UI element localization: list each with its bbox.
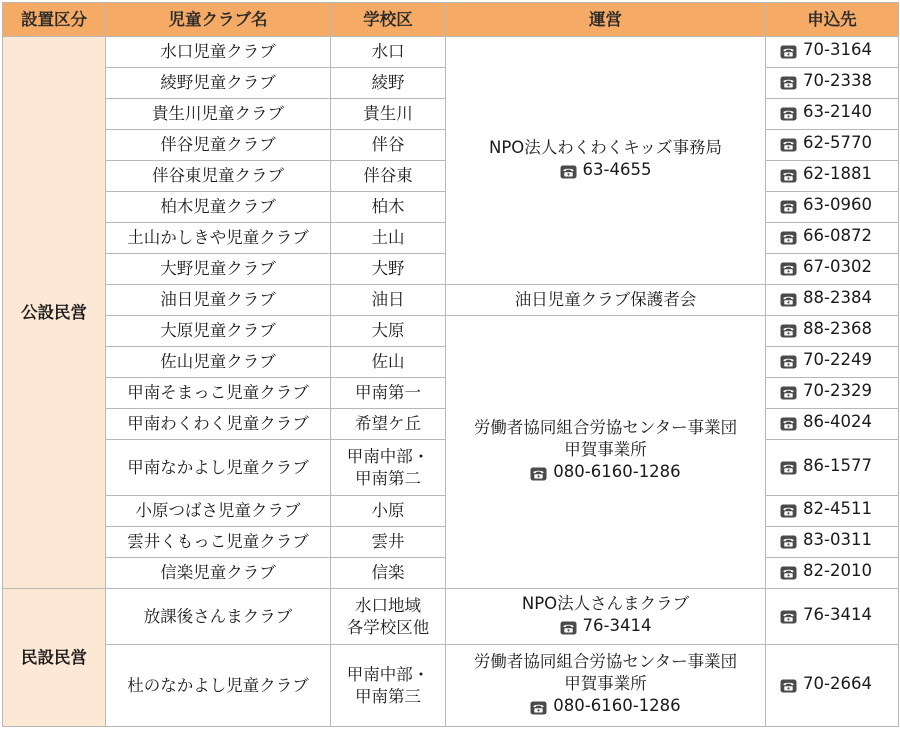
club-name: 甲南そまっこ児童クラブ	[106, 378, 331, 409]
contact-tel: 86-4024	[803, 412, 872, 431]
header-operator: 運営	[446, 3, 766, 37]
school-district	[331, 589, 446, 645]
school-line: 甲南中部・	[346, 664, 430, 684]
operator-name: 労働者協同組合労協センター事業団	[473, 418, 738, 437]
operator-tel: 76-3414	[582, 615, 652, 635]
phone-icon	[780, 415, 797, 429]
club-name: 綾野児童クラブ	[106, 68, 331, 99]
school-line: 甲南中部・	[346, 446, 430, 466]
school-district: 佐山	[331, 347, 446, 378]
contact-cell	[766, 254, 899, 285]
operator-office: 甲賀事業所	[564, 673, 647, 693]
club-name: 水口児童クラブ	[106, 37, 331, 68]
contact-cell	[766, 130, 899, 161]
phone-icon	[780, 564, 797, 578]
table-row	[3, 37, 899, 68]
operator-roudou-kyoudou	[446, 645, 766, 727]
school-district: 大野	[331, 254, 446, 285]
operator-tel: 63-4655	[582, 159, 652, 179]
operator-aburahi: 油日児童クラブ保護者会	[446, 285, 766, 316]
operator-tel: 080-6160-1286	[553, 695, 681, 715]
school-district: 雲井	[331, 527, 446, 558]
contact-cell	[766, 496, 899, 527]
contact-tel: 63-0960	[803, 195, 872, 214]
contact-cell	[766, 347, 899, 378]
school-district: 水口	[331, 37, 446, 68]
club-name: 佐山児童クラブ	[106, 347, 331, 378]
contact-tel: 63-2140	[803, 102, 872, 121]
school-district: 柏木	[331, 192, 446, 223]
contact-cell	[766, 316, 899, 347]
club-name: 伴谷東児童クラブ	[106, 161, 331, 192]
contact-tel: 67-0302	[803, 257, 872, 276]
contact-tel: 70-2664	[803, 673, 872, 693]
contact-tel: 66-0872	[803, 226, 872, 245]
school-district: 綾野	[331, 68, 446, 99]
contact-tel: 62-5770	[803, 133, 872, 152]
category-private: 民設民営	[3, 589, 106, 727]
contact-cell	[766, 68, 899, 99]
contact-tel: 70-3164	[803, 40, 872, 59]
operator-name: NPO法人さんまクラブ	[521, 593, 690, 613]
school-district	[331, 440, 446, 496]
school-district: 貴生川	[331, 99, 446, 130]
club-name: 土山かしきや児童クラブ	[106, 223, 331, 254]
phone-icon	[780, 167, 797, 181]
school-district	[331, 645, 446, 727]
table-row	[3, 285, 899, 316]
phone-icon	[780, 502, 797, 516]
contact-tel: 88-2384	[803, 288, 872, 307]
phone-icon	[780, 43, 797, 57]
contact-cell	[766, 409, 899, 440]
phone-icon	[530, 699, 547, 713]
operator-npo-sanma	[446, 589, 766, 645]
phone-icon	[780, 353, 797, 367]
club-name: 杜のなかよし児童クラブ	[106, 645, 331, 727]
contact-tel: 76-3414	[803, 604, 872, 624]
school-district: 伴谷東	[331, 161, 446, 192]
club-name: 大野児童クラブ	[106, 254, 331, 285]
contact-tel: 70-2329	[803, 381, 872, 400]
club-name: 甲南わくわく児童クラブ	[106, 409, 331, 440]
club-name: 柏木児童クラブ	[106, 192, 331, 223]
club-name: 貴生川児童クラブ	[106, 99, 331, 130]
school-district: 信楽	[331, 558, 446, 589]
operator-name: 労働者協同組合労協センター事業団	[473, 651, 738, 671]
school-line: 各学校区他	[346, 617, 430, 637]
school-district: 伴谷	[331, 130, 446, 161]
school-line: 甲南第三	[355, 686, 421, 706]
phone-icon	[780, 384, 797, 398]
childcare-club-table	[2, 2, 899, 727]
school-district: 土山	[331, 223, 446, 254]
contact-cell	[766, 285, 899, 316]
phone-icon	[780, 291, 797, 305]
club-name: 甲南なかよし児童クラブ	[106, 440, 331, 496]
operator-name: NPO法人わくわくキッズ事務局	[489, 137, 722, 157]
phone-icon	[780, 608, 797, 622]
club-name: 油日児童クラブ	[106, 285, 331, 316]
operator-roudou-kyoudou	[446, 316, 766, 589]
operator-npo-wakuwaku	[446, 37, 766, 285]
club-name: 放課後さんまクラブ	[106, 589, 331, 645]
club-name: 雲井くもっこ児童クラブ	[106, 527, 331, 558]
school-line: 甲南第二	[355, 468, 421, 488]
contact-cell	[766, 645, 899, 727]
club-name: 信楽児童クラブ	[106, 558, 331, 589]
header-contact: 申込先	[766, 3, 899, 37]
contact-cell	[766, 378, 899, 409]
contact-tel: 82-2010	[803, 561, 872, 580]
contact-tel: 70-2338	[803, 71, 872, 90]
club-name: 大原児童クラブ	[106, 316, 331, 347]
contact-cell	[766, 223, 899, 254]
contact-tel: 86-1577	[803, 455, 872, 475]
phone-icon	[780, 533, 797, 547]
contact-cell	[766, 192, 899, 223]
phone-icon	[560, 619, 577, 633]
school-line: 水口地域	[355, 595, 421, 615]
operator-tel: 080-6160-1286	[553, 462, 681, 481]
contact-cell	[766, 527, 899, 558]
contact-tel: 88-2368	[803, 319, 872, 338]
phone-icon	[780, 105, 797, 119]
phone-icon	[780, 198, 797, 212]
school-district: 小原	[331, 496, 446, 527]
phone-icon	[780, 459, 797, 473]
phone-icon	[780, 136, 797, 150]
category-public: 公設民営	[3, 37, 106, 589]
phone-icon	[780, 322, 797, 336]
school-district: 甲南第一	[331, 378, 446, 409]
phone-icon	[780, 677, 797, 691]
contact-cell	[766, 589, 899, 645]
school-district: 希望ケ丘	[331, 409, 446, 440]
club-name: 伴谷児童クラブ	[106, 130, 331, 161]
header-category: 設置区分	[3, 3, 106, 37]
contact-cell	[766, 161, 899, 192]
contact-cell	[766, 440, 899, 496]
club-name: 小原つばさ児童クラブ	[106, 496, 331, 527]
header-school-district: 学校区	[331, 3, 446, 37]
school-district: 油日	[331, 285, 446, 316]
phone-icon	[530, 465, 547, 479]
phone-icon	[780, 74, 797, 88]
contact-tel: 62-1881	[803, 164, 872, 183]
table-row	[3, 316, 899, 347]
phone-icon	[560, 163, 577, 177]
table-row	[3, 645, 899, 727]
contact-tel: 83-0311	[803, 530, 872, 549]
table-row	[3, 589, 899, 645]
header-club-name: 児童クラブ名	[106, 3, 331, 37]
phone-icon	[780, 229, 797, 243]
contact-cell	[766, 558, 899, 589]
contact-tel: 82-4511	[803, 499, 872, 518]
operator-office: 甲賀事業所	[564, 440, 647, 459]
contact-cell	[766, 37, 899, 68]
contact-tel: 70-2249	[803, 350, 872, 369]
school-district: 大原	[331, 316, 446, 347]
phone-icon	[780, 260, 797, 274]
contact-cell	[766, 99, 899, 130]
